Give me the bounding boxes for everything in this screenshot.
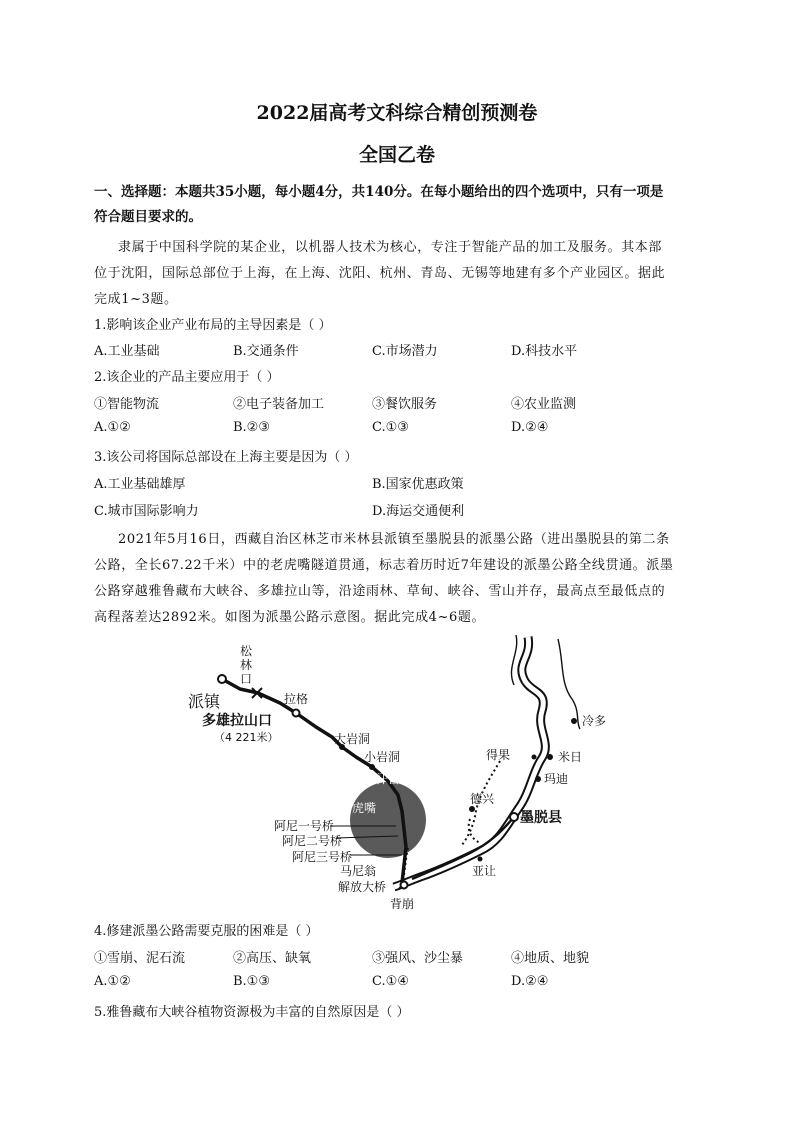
passage2-line2: 公路，全长67.22千米）中的老虎嘴隧道贯通，标志着历时近7年建设的派墨公路全线贯通。派墨 (94, 558, 674, 573)
q2-item-4: ④农业监测 (511, 397, 577, 412)
songlinkou-label-3: 口 (240, 672, 253, 686)
yazhi-point (478, 857, 483, 862)
q4-option-d: D.②④ (511, 974, 549, 989)
beibeng-point (401, 882, 408, 889)
section-heading-line1: 一、选择题：本题共35小题，每小题4分，共140分。在每小题给出的四个选项中，只有一项是 (94, 184, 664, 200)
xiaoyandong-point (369, 764, 375, 770)
q3-option-a: A.工业基础雄厚 (94, 477, 186, 492)
q1-option-d: D.科技水平 (511, 344, 578, 359)
river-bank-line (511, 635, 516, 685)
lengduo-label: 冷多 (582, 714, 607, 728)
q2-option-c: C.①③ (372, 420, 409, 435)
q1-option-b: B.交通条件 (233, 344, 299, 359)
q4-option-b: B.①③ (233, 974, 270, 989)
q4-item-1: ①雪崩、泥石流 (94, 951, 186, 966)
ani1-label: 阿尼一号桥 (274, 819, 335, 833)
tributary (558, 639, 580, 729)
laohuzui-shade (350, 782, 426, 858)
q3-option-d: D.海运交通便利 (372, 504, 465, 519)
q4-item-3: ③强风、沙尘暴 (372, 951, 464, 966)
yazhi-label: 亚让 (472, 864, 497, 878)
dexing-point (469, 806, 475, 812)
section-heading-line2: 符合题目要求的。 (94, 209, 202, 225)
lage-point (293, 710, 300, 717)
ani2-label: 阿尼二号桥 (282, 834, 343, 848)
q2-option-a: A.①② (94, 420, 131, 435)
songlinkou-label-1: 松 (240, 644, 253, 658)
q1-option-a: A.工业基础 (94, 344, 160, 359)
q4-item-2: ②高压、缺氧 (233, 951, 312, 966)
river-inner (394, 637, 545, 887)
miri-point (547, 754, 553, 760)
q2-option-d: D.②④ (511, 420, 549, 435)
paimo-road-map (180, 633, 610, 913)
q2-item-3: ③餐饮服务 (372, 397, 438, 412)
q1-stem: 1.影响该企业产业布局的主导因素是（ ） (94, 318, 332, 333)
paizhen-label: 派镇 (188, 692, 221, 711)
q2-item-1: ①智能物流 (94, 397, 160, 412)
passage1-line3: 完成1~3题。 (94, 292, 178, 307)
q3-option-b: B.国家优惠政策 (372, 477, 464, 492)
beibeng-label: 背崩 (390, 897, 415, 911)
passage1-line2: 位于沈阳，国际总部位于上海，在上海、沈阳、杭州、青岛、无锡等地建有多个产业园区。据此 (94, 266, 666, 281)
q4-stem: 4.修建派墨公路需要克服的困难是（ ） (94, 924, 319, 939)
passage2-line3: 公路穿越雅鲁藏布大峡谷、多雄拉山等，沿途雨林、草甸、峡谷、雪山并存，最高点至最低点的 (94, 584, 666, 599)
duoxiongla-label: 多雄拉山口 (202, 713, 272, 729)
q4-option-c: C.①④ (372, 974, 409, 989)
q3-stem: 3.该公司将国际总部设在上海主要是因为（ ） (94, 450, 358, 465)
ani3-label: 阿尼三号桥 (292, 850, 353, 864)
dayandong-label: 大岩洞 (334, 732, 371, 746)
page-subtitle: 全国乙卷 (358, 144, 435, 166)
dexing-label: 德兴 (470, 792, 495, 806)
paizhen-point (218, 675, 226, 683)
q2-option-b: B.②③ (233, 420, 270, 435)
q5-stem: 5.雅鲁藏布大峡谷植物资源极为丰富的自然原因是（ ） (94, 1005, 410, 1020)
q4-option-a: A.①② (94, 974, 131, 989)
passage2-line4: 高程落差达2892米。如图为派墨公路示意图。据此完成4~6题。 (94, 610, 486, 625)
q1-option-c: C.市场潜力 (372, 344, 438, 359)
deguo-point (532, 755, 537, 760)
motuo-point (510, 813, 518, 821)
lage-label: 拉格 (284, 692, 309, 706)
page-title: 2022届高考文科综合精创预测卷 (256, 102, 538, 124)
miri-label: 米日 (558, 750, 583, 764)
elevation-label: （4 221米） (214, 731, 279, 744)
madi-label: 玛迪 (544, 772, 569, 786)
q2-stem: 2.该企业的产品主要应用于（ ） (94, 370, 280, 385)
passage2-line1: 2021年5月16日，西藏自治区林芝市米林县派镇至墨脱县的派墨公路（进出墨脱县的第二条 (118, 532, 670, 547)
lengduo-point (571, 718, 577, 724)
deguo-label: 得果 (486, 748, 511, 762)
q2-item-2: ②电子装备加工 (233, 397, 325, 412)
xiaoyandong-label: 小岩洞 (364, 750, 401, 764)
madi-point (535, 776, 541, 782)
motuo-label: 墨脱县 (520, 810, 562, 826)
laohuzui-label: 老虎嘴 (340, 801, 377, 815)
q3-option-c: C.城市国际影响力 (94, 504, 199, 519)
q4-item-4: ④地质、地貌 (511, 951, 590, 966)
maniweng-label: 马尼翁 (340, 864, 377, 878)
songlinkou-label-2: 林 (240, 658, 253, 672)
jiefang-label: 解放大桥 (338, 880, 387, 894)
hanmi-label: 汗密 (376, 772, 401, 786)
passage1-line1: 隶属于中国科学院的某企业，以机器人技术为核心，专注于智能产品的加工及服务。其本部 (118, 240, 663, 255)
